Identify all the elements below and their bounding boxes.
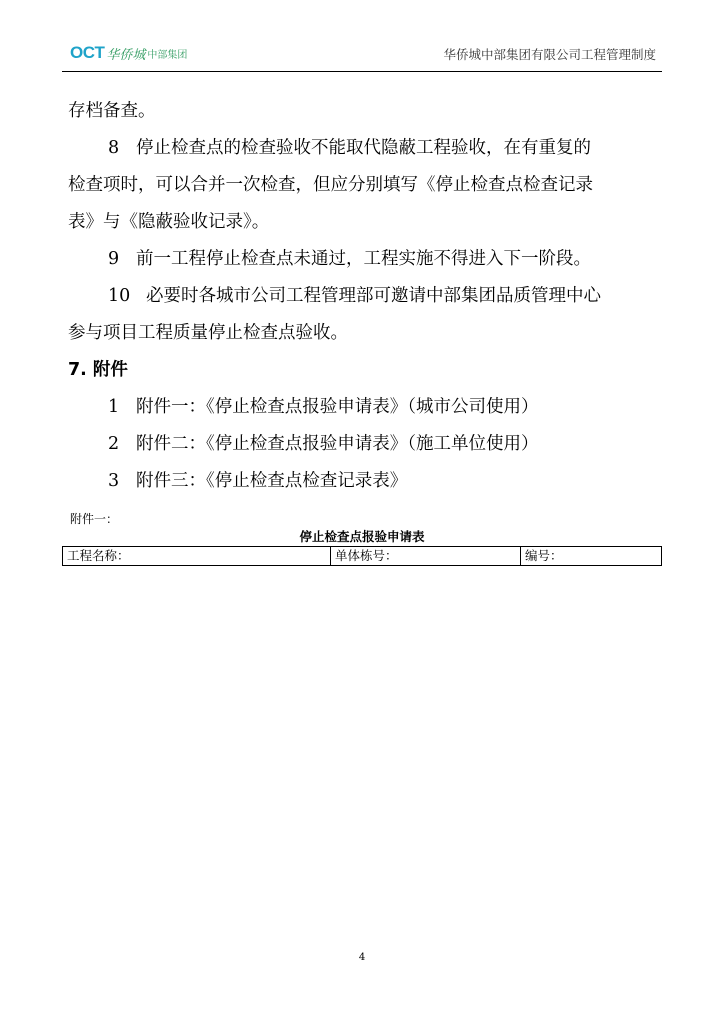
item-8-line-2: 检查项时，可以合并一次检查，但应分别填写《停止检查点检查记录 bbox=[68, 175, 593, 195]
item-10-line-2: 参与项目工程质量停止检查点验收。 bbox=[68, 323, 348, 343]
attachment-2-number: 2 bbox=[108, 434, 120, 454]
page-header bbox=[70, 42, 656, 70]
serial-number-cell: 编号： bbox=[525, 548, 563, 563]
item-10-number: 10 bbox=[108, 286, 131, 306]
page-number: 4 bbox=[358, 952, 366, 963]
attachment-3-text: 附件三：《停止检查点检查记录表》 bbox=[136, 471, 408, 491]
company-logo bbox=[70, 42, 187, 64]
paragraph-continue: 存档备查。 bbox=[68, 101, 156, 121]
logo-script-text: 华侨城 bbox=[106, 47, 146, 63]
attachment-3-number: 3 bbox=[108, 471, 120, 491]
logo-oct-text: OCT bbox=[70, 43, 105, 62]
item-9-text: 前一工程停止检查点未通过，工程实施不得进入下一阶段。 bbox=[136, 249, 591, 269]
building-number-cell: 单体栋号： bbox=[331, 547, 521, 565]
document-body bbox=[68, 93, 668, 500]
attachment-item-3 bbox=[68, 463, 668, 500]
form-title: 停止检查点报验申请表 bbox=[299, 529, 425, 544]
header-divider bbox=[62, 71, 662, 72]
attachment-1-number: 1 bbox=[108, 397, 120, 417]
item-8-line-3: 表》与《隐蔽验收记录》。 bbox=[68, 212, 270, 232]
item-10-text-1: 必要时各城市公司工程管理部可邀请中部集团品质管理中心 bbox=[146, 286, 601, 306]
project-name-cell: 工程名称： bbox=[63, 547, 331, 565]
attachment-item-2 bbox=[68, 426, 668, 463]
attachment-2-text: 附件二：《停止检查点报验申请表》（施工单位使用） bbox=[136, 434, 539, 454]
attachment-label: 附件一： bbox=[70, 512, 119, 526]
form-header-table bbox=[62, 546, 662, 566]
item-8-number: 8 bbox=[108, 138, 120, 158]
item-9-number: 9 bbox=[108, 249, 120, 269]
attachment-1-text: 附件一：《停止检查点报验申请表》（城市公司使用） bbox=[136, 397, 539, 417]
item-10-line-1 bbox=[68, 278, 668, 315]
header-title: 华侨城中部集团有限公司工程管理制度 bbox=[443, 47, 656, 62]
item-9 bbox=[68, 241, 668, 278]
item-8-text-1: 停止检查点的检查验收不能取代隐蔽工程验收，在有重复的 bbox=[136, 138, 591, 158]
logo-sub-text: 中部集团 bbox=[147, 49, 188, 61]
attachment-item-1 bbox=[68, 389, 668, 426]
item-8-line-1 bbox=[68, 130, 668, 167]
section-7-title: 7. 附件 bbox=[68, 360, 128, 380]
